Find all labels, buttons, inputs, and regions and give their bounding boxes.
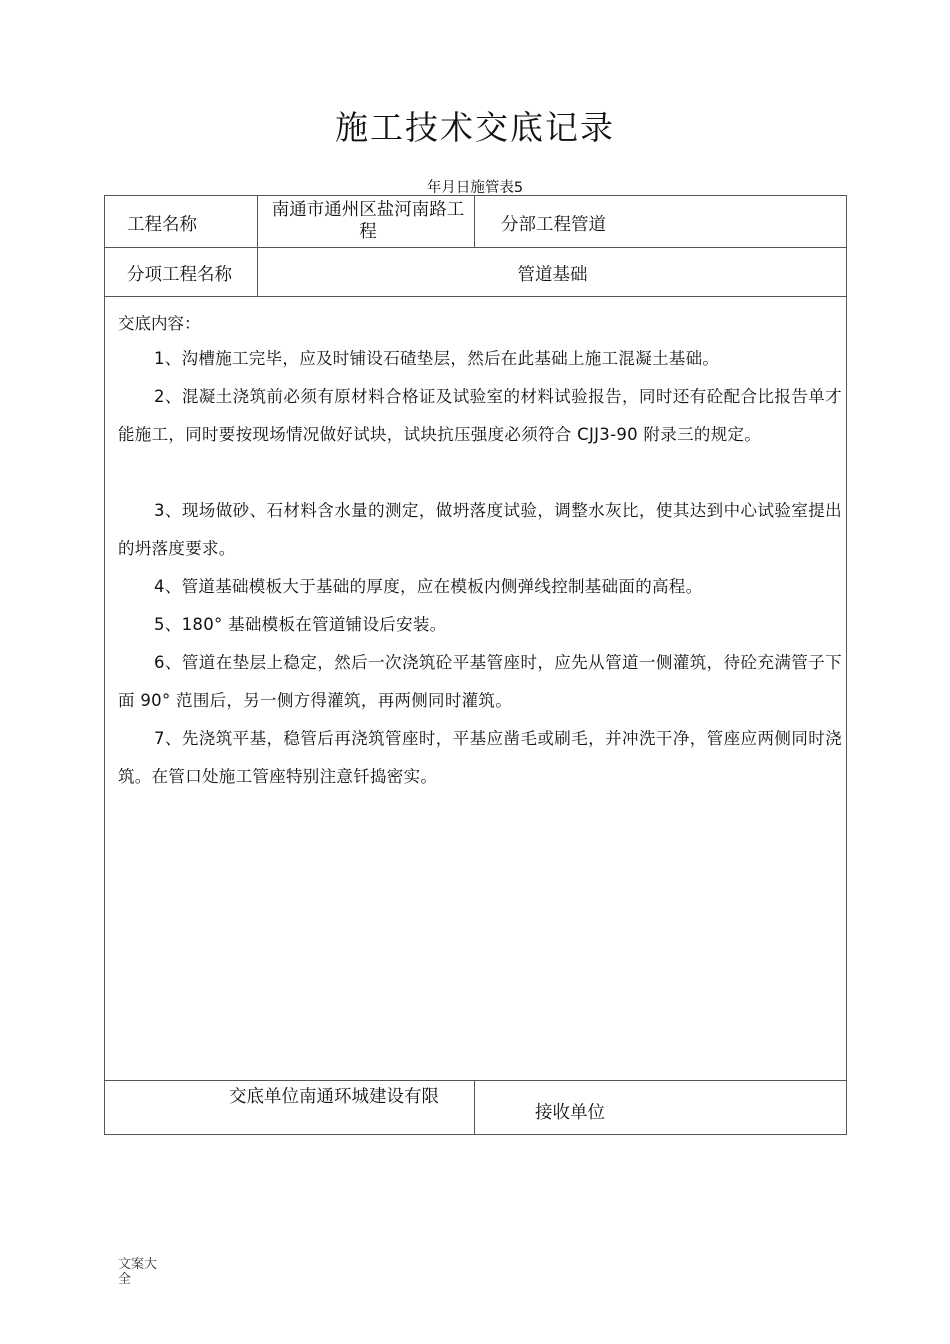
item-name-label: 分项工程名称 — [127, 265, 232, 285]
content-heading: 交底内容： — [118, 314, 201, 333]
content-item: 2、混凝土浇筑前必须有原材料合格证及试验室的材料试验报告，同时还有砼配合比报告单才能施工，同时要按现场情况做好试块，试块抗压强度必须符合 CJJ3-90 附录三的规定。 — [118, 387, 842, 444]
content-item: 3、现场做砂、石材料含水量的测定，做坍落度试验，调整水灰比，使其达到中心试验室提出的坍落度要求。 — [118, 501, 842, 558]
row-divider — [105, 296, 846, 297]
form-subheader: 年月日施管表5 — [426, 180, 524, 196]
column-divider — [474, 196, 475, 247]
row-divider — [105, 247, 846, 248]
page-footer-note: 文案大全 — [118, 1257, 158, 1287]
project-name-value: 南通市通州区盐河南路工程 — [271, 200, 465, 242]
issuing-unit: 交底单位南通环城建设有限 — [229, 1087, 439, 1107]
content-item: 1、沟槽施工完毕，应及时铺设石碴垫层，然后在此基础上施工混凝土基础。 — [154, 349, 720, 368]
project-name-label: 工程名称 — [127, 215, 197, 235]
disclosure-form — [104, 195, 847, 1135]
sub-project-label: 分部工程管道 — [501, 215, 606, 235]
column-divider — [474, 1080, 475, 1135]
content-item: 5、180° 基础模板在管道铺设后安装。 — [154, 615, 447, 634]
content-item: 6、管道在垫层上稳定，然后一次浇筑砼平基管座时，应先从管道一侧灌筑，待砼充满管子下面 90° 范围后，另一侧方得灌筑，再两侧同时灌筑。 — [118, 653, 842, 710]
item-name-value: 管道基础 — [517, 265, 588, 285]
content-item: 7、先浇筑平基，稳管后再浇筑管座时，平基应凿毛或刷毛，并冲洗干净，管座应两侧同时浇筑。在管口处施工管座特别注意钎捣密实。 — [118, 729, 842, 786]
receiving-unit: 接收单位 — [535, 1103, 605, 1123]
document-title: 施工技术交底记录 — [335, 108, 615, 147]
row-divider — [105, 1080, 846, 1081]
content-item: 4、管道基础模板大于基础的厚度，应在模板内侧弹线控制基础面的高程。 — [154, 577, 703, 596]
